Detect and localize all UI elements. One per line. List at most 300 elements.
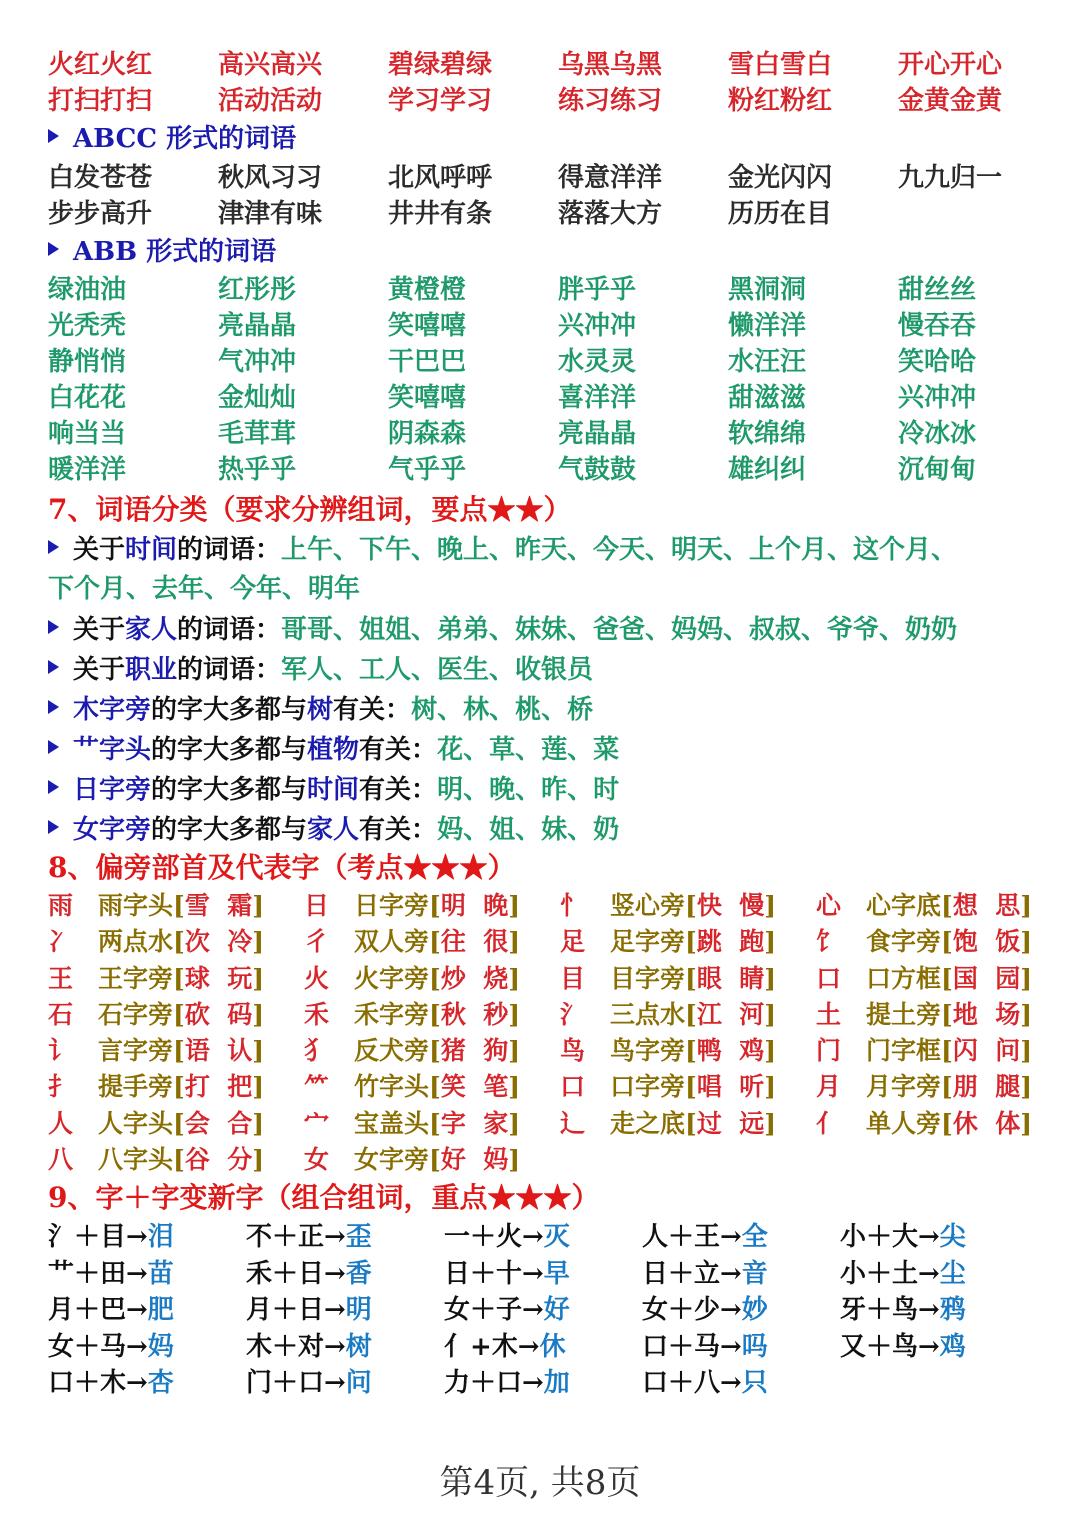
- radical-symbol: 彳: [304, 927, 330, 957]
- word-item: 干巴巴: [388, 347, 467, 377]
- word-item: 静悄悄: [48, 347, 127, 377]
- section-8-title: 8、偏旁部首及代表字（考点★★★）: [48, 851, 516, 884]
- radical-entry: [304, 997, 560, 1033]
- radical-symbol: 雨: [48, 891, 74, 920]
- radical-entry: [48, 1069, 304, 1105]
- bullet-triangle-icon: [48, 820, 59, 834]
- formula: 女＋子→: [444, 1295, 544, 1325]
- formula: 女＋马→: [48, 1331, 148, 1362]
- result-char: 鸡: [939, 1331, 966, 1362]
- bracket-open: [: [941, 1036, 953, 1066]
- combination-entry: [246, 1329, 444, 1366]
- word-item: 冷冰冰: [898, 419, 977, 449]
- radical-symbol: 月: [816, 1072, 842, 1102]
- radical-symbol: 目: [560, 963, 586, 993]
- radical-name: 八字头: [98, 1145, 174, 1175]
- radical-entry: [48, 1033, 304, 1069]
- word-item: 黑洞洞: [728, 275, 807, 305]
- example-chars: 明 晚: [440, 891, 509, 920]
- example-chars: 江 河: [696, 999, 765, 1029]
- result-char: 妙: [741, 1295, 768, 1325]
- radical-entry: [816, 961, 1056, 997]
- bullet-triangle-icon: [48, 740, 59, 754]
- combination-entry: [246, 1256, 444, 1293]
- bracket-close: ]: [508, 999, 521, 1029]
- classify-time-cont: 下个月、去年、今年、明年: [48, 574, 361, 604]
- formula: 禾＋日→: [246, 1258, 346, 1289]
- radical-name: 提手旁: [98, 1072, 174, 1102]
- bracket-open: [: [173, 963, 185, 993]
- bracket-close: ]: [252, 1036, 265, 1066]
- bracket-close: ]: [508, 1036, 521, 1066]
- formula: 艹＋田→: [48, 1258, 148, 1289]
- bracket-close: ]: [508, 927, 521, 957]
- radical-symbol: 冫: [48, 927, 74, 957]
- example-chars: 次 冷: [184, 927, 253, 957]
- bracket-open: [: [429, 963, 441, 993]
- bracket-close: ]: [252, 1072, 265, 1102]
- radical-symbol: 心: [816, 891, 842, 920]
- word-item: 得意洋洋: [558, 163, 663, 193]
- bracket-open: [: [173, 1108, 185, 1138]
- formula: 一＋火→: [444, 1222, 544, 1252]
- radical-name: 禾字旁: [354, 999, 430, 1029]
- word-item: 学习学习: [388, 86, 493, 116]
- combination-entry: [444, 1329, 642, 1366]
- example-chars: 谷 分: [184, 1145, 253, 1175]
- word-item: 沉甸甸: [898, 455, 977, 485]
- result-char: 早: [543, 1258, 570, 1289]
- result-char: 音: [741, 1258, 768, 1289]
- radical-entry: [48, 1106, 304, 1142]
- radical-symbol: 忄: [560, 891, 586, 920]
- bracket-open: [: [685, 891, 697, 920]
- bracket-close: ]: [508, 963, 521, 993]
- result-char: 加: [543, 1368, 570, 1398]
- example-chars: 想 思: [952, 891, 1021, 920]
- radical-name: 食字旁: [866, 927, 942, 957]
- bracket-open: [: [685, 963, 697, 993]
- formula: 不＋正→: [246, 1222, 346, 1252]
- bracket-open: [: [173, 927, 185, 957]
- bullet-triangle-icon: [48, 129, 59, 143]
- combination-entry: [246, 1292, 444, 1329]
- word-item: 活动活动: [218, 86, 323, 116]
- bracket-open: [: [173, 1072, 185, 1102]
- bracket-open: [: [429, 1036, 441, 1066]
- word-item: 碧绿碧绿: [388, 50, 493, 80]
- word-item: 金黄金黄: [898, 86, 1003, 116]
- radical-entry: [48, 961, 304, 997]
- bracket-open: [: [941, 999, 953, 1029]
- word-item: 响当当: [48, 419, 127, 449]
- formula: 女＋少→: [642, 1295, 742, 1325]
- combination-entry: [444, 1292, 642, 1329]
- radical-name: 王字旁: [98, 963, 174, 993]
- bracket-open: [: [685, 1036, 697, 1066]
- radical-name: 反犬旁: [354, 1036, 430, 1066]
- bracket-close: ]: [252, 891, 265, 920]
- combination-table: [48, 1219, 1038, 1402]
- bracket-close: ]: [508, 891, 521, 920]
- word-item: 亮晶晶: [218, 311, 297, 341]
- combination-entry: [642, 1365, 840, 1402]
- radical-entry: [816, 924, 1056, 960]
- word-item: 火红火红: [48, 50, 153, 80]
- bullet-triangle-icon: [48, 700, 59, 714]
- section-7-title: 7、词语分类（要求分辨组词，要点★★）: [48, 493, 572, 526]
- result-char: 问: [345, 1368, 372, 1398]
- radical-name: 月字旁: [866, 1072, 942, 1102]
- bracket-open: [: [429, 927, 441, 957]
- page-number: 第4页, 共8页: [439, 1463, 641, 1503]
- radical-name: 足字旁: [610, 927, 686, 957]
- combination-entry: [840, 1292, 1038, 1329]
- word-item: 黄橙橙: [388, 275, 467, 305]
- word-item: 毛茸茸: [218, 419, 297, 449]
- radical-symbol: 辶: [560, 1108, 586, 1138]
- word-item: 落落大方: [558, 199, 663, 229]
- radical-symbol: 日: [304, 891, 330, 920]
- radical-symbol: 氵: [560, 999, 586, 1029]
- example-chars: 球 玩: [184, 963, 253, 993]
- bracket-close: ]: [1020, 1036, 1033, 1066]
- word-item: 暖洋洋: [48, 455, 127, 485]
- formula: 日＋立→: [642, 1258, 742, 1289]
- bracket-open: [: [685, 927, 697, 957]
- radical-entry: [48, 888, 304, 924]
- classify-grass: 艹字头的字大多都与植物有关：花、草、莲、菜: [48, 730, 619, 770]
- radical-name: 火字旁: [354, 963, 430, 993]
- word-item: 懒洋洋: [728, 311, 807, 341]
- classify-time: 关于时间的词语：上午、下午、晚上、昨天、今天、明天、上个月、这个月、: [48, 530, 957, 570]
- word-item: 雄纠纠: [728, 455, 807, 485]
- bracket-close: ]: [508, 1108, 521, 1138]
- example-chars: 雪 霜: [184, 891, 253, 920]
- result-char: 全: [741, 1222, 768, 1252]
- radical-symbol: 扌: [48, 1072, 74, 1102]
- abb-word-grid: [48, 272, 1068, 488]
- word-item: 阴森森: [388, 419, 467, 449]
- radical-name: 心字底: [866, 891, 942, 920]
- word-item: 白发苍苍: [48, 163, 153, 193]
- bracket-close: ]: [252, 999, 265, 1029]
- example-chars: 唱 听: [696, 1072, 765, 1102]
- radical-symbol: 口: [816, 963, 842, 993]
- example-chars: 朋 腿: [952, 1072, 1021, 1102]
- result-char: 树: [345, 1331, 372, 1362]
- example-chars: 休 体: [952, 1108, 1021, 1138]
- formula: 口＋木→: [48, 1368, 148, 1398]
- word-item: 白花花: [48, 383, 127, 413]
- formula: 牙＋鸟→: [840, 1295, 940, 1325]
- radical-entry: [304, 924, 560, 960]
- example-chars: 地 场: [952, 999, 1021, 1029]
- example-chars: 往 很: [440, 927, 509, 957]
- combination-entry: [642, 1256, 840, 1293]
- radical-symbol: 禾: [304, 999, 330, 1029]
- result-char: 灭: [543, 1222, 570, 1252]
- radical-name: 提土旁: [866, 999, 942, 1029]
- bracket-close: ]: [1020, 999, 1033, 1029]
- word-item: 甜丝丝: [898, 275, 977, 305]
- abcc-heading: ABCC 形式的词语: [48, 121, 296, 157]
- word-item: 金灿灿: [218, 383, 297, 413]
- bracket-close: ]: [764, 927, 777, 957]
- formula: 力＋口→: [444, 1368, 544, 1398]
- example-chars: 秋 秒: [440, 999, 509, 1029]
- combination-entry: [444, 1219, 642, 1256]
- example-chars: 砍 码: [184, 999, 253, 1029]
- radical-entry: [304, 961, 560, 997]
- radical-entry: [816, 1106, 1056, 1142]
- radical-name: 言字旁: [98, 1036, 174, 1066]
- bracket-close: ]: [252, 1145, 265, 1175]
- bracket-open: [: [173, 999, 185, 1029]
- radical-entry: [560, 888, 816, 924]
- example-chars: 鸭 鸡: [696, 1036, 765, 1066]
- radical-entry: [48, 997, 304, 1033]
- formula: 小＋土→: [840, 1258, 940, 1289]
- radical-entry: [560, 924, 816, 960]
- word-item: 津津有味: [218, 199, 323, 229]
- radical-symbol: 门: [816, 1036, 842, 1066]
- combination-entry: [48, 1219, 246, 1256]
- word-item: 兴冲冲: [558, 311, 637, 341]
- bracket-close: ]: [252, 927, 265, 957]
- example-chars: 语 认: [184, 1036, 253, 1066]
- bracket-open: [: [685, 999, 697, 1029]
- bracket-open: [: [941, 1108, 953, 1138]
- radical-name: 口方框: [866, 963, 942, 993]
- radical-name: 宝盖头: [354, 1108, 430, 1138]
- example-chars: 字 家: [440, 1108, 509, 1138]
- formula: 又＋鸟→: [840, 1331, 940, 1362]
- word-item: 气乎乎: [388, 455, 467, 485]
- word-item: 秋风习习: [218, 163, 323, 193]
- bracket-open: [: [429, 1145, 441, 1175]
- classify-sun: 日字旁的字大多都与时间有关：明、晚、昨、时: [48, 770, 619, 810]
- bracket-close: ]: [764, 1036, 777, 1066]
- radical-symbol: 人: [48, 1108, 74, 1138]
- bracket-close: ]: [1020, 891, 1033, 920]
- radical-name: 三点水: [610, 999, 686, 1029]
- radical-entry: [816, 888, 1056, 924]
- result-char: 吗: [741, 1331, 768, 1362]
- radical-name: 目字旁: [610, 963, 686, 993]
- formula: 日＋十→: [444, 1258, 544, 1289]
- abb-heading: ABB 形式的词语: [48, 234, 276, 270]
- bracket-close: ]: [764, 999, 777, 1029]
- bracket-open: [: [429, 1108, 441, 1138]
- radical-entry: [816, 1033, 1056, 1069]
- radical-name: 日字旁: [354, 891, 430, 920]
- radical-entry: [304, 1106, 560, 1142]
- word-item: 笑嘻嘻: [388, 383, 467, 413]
- word-item: 练习练习: [558, 86, 663, 116]
- classify-family: 关于家人的词语：哥哥、姐姐、弟弟、妹妹、爸爸、妈妈、叔叔、爷爷、奶奶: [48, 610, 957, 650]
- result-char: 鸦: [939, 1295, 966, 1325]
- bullet-triangle-icon: [48, 540, 59, 554]
- radical-entry: [816, 997, 1056, 1033]
- word-item: 红彤彤: [218, 275, 297, 305]
- radical-entry: [560, 1106, 816, 1142]
- radical-name: 两点水: [98, 927, 174, 957]
- word-item: 高兴高兴: [218, 50, 323, 80]
- combination-entry: [444, 1365, 642, 1402]
- radical-symbol: 石: [48, 999, 74, 1029]
- word-item: [898, 196, 1068, 232]
- example-chars: 眼 睛: [696, 963, 765, 993]
- example-chars: 打 把: [184, 1072, 253, 1102]
- bracket-close: ]: [1020, 1108, 1033, 1138]
- combination-entry: [642, 1329, 840, 1366]
- bracket-close: ]: [508, 1072, 521, 1102]
- formula: 小＋大→: [840, 1222, 940, 1252]
- radical-name: 单人旁: [866, 1108, 942, 1138]
- combination-entry: [840, 1256, 1038, 1293]
- bullet-triangle-icon: [48, 242, 59, 256]
- radical-entry: [304, 1033, 560, 1069]
- radical-entry: [560, 961, 816, 997]
- word-item: 九九归一: [898, 163, 1003, 193]
- radical-name: 走之底: [610, 1108, 686, 1138]
- example-chars: 炒 烧: [440, 963, 509, 993]
- section-9-title: 9、字＋字变新字（组合组词，重点★★★）: [48, 1181, 600, 1214]
- radical-symbol: 宀: [304, 1108, 330, 1138]
- result-char: 泪: [147, 1222, 174, 1252]
- result-char: 肥: [147, 1295, 174, 1325]
- bracket-close: ]: [508, 1145, 521, 1175]
- result-char: 歪: [345, 1222, 372, 1252]
- combination-entry: [642, 1219, 840, 1256]
- radical-symbol: 口: [560, 1072, 586, 1102]
- combination-entry: [840, 1219, 1038, 1256]
- combination-entry: [642, 1292, 840, 1329]
- classify-woman: 女字旁的字大多都与家人有关：妈、姐、妹、奶: [48, 810, 619, 850]
- radical-symbol: 八: [48, 1145, 74, 1175]
- result-char: 只: [741, 1368, 768, 1398]
- bracket-open: [: [685, 1072, 697, 1102]
- word-item: 金光闪闪: [728, 163, 833, 193]
- result-char: 尘: [939, 1258, 966, 1289]
- word-item: 历历在目: [728, 199, 833, 229]
- radical-entry: [304, 1142, 560, 1178]
- word-item: 步步高升: [48, 199, 153, 229]
- word-item: 气冲冲: [218, 347, 297, 377]
- radical-entry: [48, 924, 304, 960]
- word-item: 慢吞吞: [898, 311, 977, 341]
- radical-symbol: 女: [304, 1145, 330, 1175]
- bracket-open: [: [173, 891, 185, 920]
- result-char: 苗: [147, 1258, 174, 1289]
- radical-entry: [560, 1069, 816, 1105]
- result-char: 杏: [147, 1368, 174, 1398]
- radical-symbol: 火: [304, 963, 330, 993]
- formula: 口＋马→: [642, 1331, 742, 1362]
- word-item: 水汪汪: [728, 347, 807, 377]
- combination-entry: [444, 1256, 642, 1293]
- word-item: 井井有条: [388, 199, 493, 229]
- formula: 木＋对→: [246, 1331, 346, 1362]
- bracket-open: [: [173, 1036, 185, 1066]
- word-item: 水灵灵: [558, 347, 637, 377]
- bracket-open: [: [685, 1108, 697, 1138]
- radical-symbol: ⺮: [304, 1072, 330, 1102]
- radical-name: 竹字头: [354, 1072, 430, 1102]
- word-item: 雪白雪白: [728, 50, 833, 80]
- word-item: 绿油油: [48, 275, 127, 305]
- example-chars: 过 远: [696, 1108, 765, 1138]
- bracket-close: ]: [1020, 963, 1033, 993]
- word-item: 软绵绵: [728, 419, 807, 449]
- word-item: 开心开心: [898, 50, 1003, 80]
- radical-name: 石字旁: [98, 999, 174, 1029]
- radical-symbol: 犭: [304, 1036, 330, 1066]
- bracket-open: [: [941, 891, 953, 920]
- abcc-word-grid: [48, 160, 1068, 232]
- formula: 亻+木→: [444, 1331, 540, 1362]
- formula: 口＋八→: [642, 1368, 742, 1398]
- radical-name: 鸟字旁: [610, 1036, 686, 1066]
- bracket-open: [: [429, 999, 441, 1029]
- formula: 月＋日→: [246, 1295, 346, 1325]
- word-item: 粉红粉红: [728, 86, 833, 116]
- radical-name: 口字旁: [610, 1072, 686, 1102]
- bracket-close: ]: [764, 891, 777, 920]
- combination-entry: [48, 1256, 246, 1293]
- word-item: 亮晶晶: [558, 419, 637, 449]
- example-chars: 猪 狗: [440, 1036, 509, 1066]
- bullet-triangle-icon: [48, 620, 59, 634]
- word-item: 甜滋滋: [728, 383, 807, 413]
- radical-name: 人字头: [98, 1108, 174, 1138]
- bracket-close: ]: [1020, 927, 1033, 957]
- result-char: 香: [345, 1258, 372, 1289]
- result-char: 休: [539, 1331, 566, 1362]
- radical-name: 女字旁: [354, 1145, 430, 1175]
- example-chars: 闪 问: [952, 1036, 1021, 1066]
- formula: 月＋巴→: [48, 1295, 148, 1325]
- combination-entry: [48, 1329, 246, 1366]
- result-char: 妈: [147, 1331, 174, 1362]
- example-chars: 国 园: [952, 963, 1021, 993]
- combination-entry: [840, 1329, 1038, 1366]
- formula: 门＋口→: [246, 1368, 346, 1398]
- bracket-close: ]: [764, 1072, 777, 1102]
- aabb-word-grid: [48, 47, 1068, 119]
- bracket-close: ]: [1020, 1072, 1033, 1102]
- radical-entry: [560, 1033, 816, 1069]
- bracket-close: ]: [764, 1108, 777, 1138]
- word-item: 笑哈哈: [898, 347, 977, 377]
- word-item: 兴冲冲: [898, 383, 977, 413]
- bracket-close: ]: [252, 963, 265, 993]
- combination-entry: [246, 1365, 444, 1402]
- radical-name: 竖心旁: [610, 891, 686, 920]
- result-char: 明: [345, 1295, 372, 1325]
- example-chars: 饱 饭: [952, 927, 1021, 957]
- example-chars: 会 合: [184, 1108, 253, 1138]
- combination-entry: [246, 1219, 444, 1256]
- formula: 氵＋目→: [48, 1222, 148, 1252]
- radical-entry: [304, 888, 560, 924]
- bracket-open: [: [941, 927, 953, 957]
- bracket-open: [: [941, 963, 953, 993]
- word-item: 光秃秃: [48, 311, 127, 341]
- word-item: 笑嘻嘻: [388, 311, 467, 341]
- radical-symbol: 王: [48, 963, 74, 993]
